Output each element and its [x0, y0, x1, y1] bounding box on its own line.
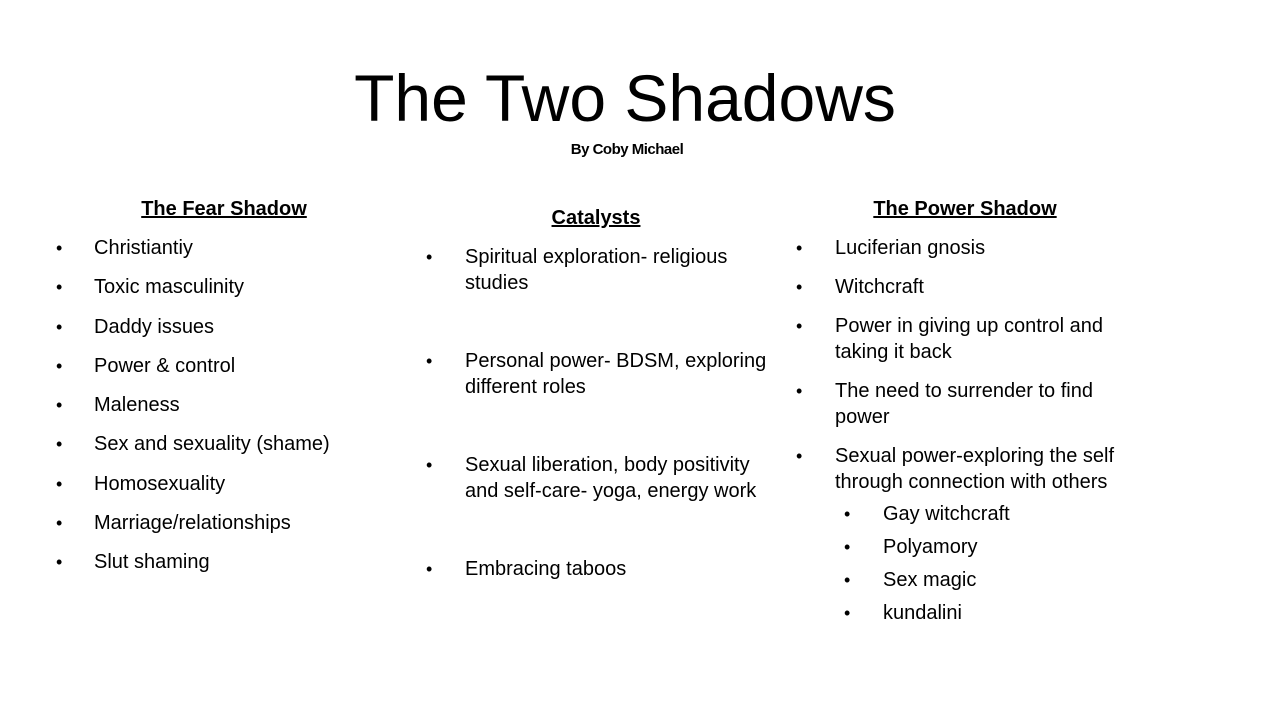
- bullet-icon: •: [56, 238, 63, 258]
- catalysts-list: [426, 244, 776, 582]
- sub-list-item-text: Sex magic: [883, 569, 977, 591]
- list-item: [426, 556, 776, 582]
- bullet-icon: •: [56, 434, 63, 455]
- list-item-text: Christiantiy: [94, 237, 193, 259]
- list-item-text: Spiritual exploration- religious studies: [465, 246, 728, 294]
- list-item: [56, 549, 396, 575]
- list-item: [426, 348, 776, 400]
- sub-list-item-text: Polyamory: [883, 536, 978, 558]
- sub-list-item: [796, 534, 1156, 560]
- bullet-icon: •: [796, 238, 803, 258]
- list-item: [56, 431, 396, 457]
- list-item-text: Luciferian gnosis: [835, 237, 986, 259]
- list-item-text: Sex and sexuality (shame): [94, 433, 330, 456]
- slide-title: The Two Shadows: [354, 61, 896, 135]
- bullet-icon: •: [844, 504, 851, 524]
- list-item-text: Personal power- BDSM, exploring different roles: [465, 350, 767, 398]
- bullet-icon: •: [426, 559, 433, 579]
- bullet-icon: •: [56, 513, 63, 534]
- bullet-icon: •: [796, 446, 803, 466]
- bullet-icon: •: [796, 277, 803, 297]
- bullet-icon: •: [796, 381, 803, 401]
- list-item: [796, 235, 1156, 261]
- fear-shadow-list: [56, 235, 396, 575]
- list-item: [56, 353, 396, 379]
- slide-subtitle: By Coby Michael: [570, 141, 684, 158]
- list-item: [56, 274, 396, 300]
- list-item-text: Sexual power-exploring the self through connection with others: [835, 445, 1115, 493]
- sub-list-item-text: kundalini: [883, 602, 962, 624]
- list-item: [426, 452, 776, 504]
- sub-list-item: [796, 567, 1156, 593]
- sub-list-item: [796, 600, 1156, 626]
- bullet-icon: •: [426, 351, 433, 371]
- fear-shadow-column: [56, 197, 396, 589]
- sub-list-item: [796, 501, 1156, 527]
- bullet-icon: •: [426, 455, 433, 475]
- power-shadow-heading: The Power Shadow: [873, 198, 1057, 220]
- power-shadow-list: [796, 235, 1156, 626]
- bullet-icon: •: [844, 570, 851, 590]
- list-item-text: Homosexuality: [94, 472, 226, 495]
- list-item: [56, 314, 396, 340]
- list-item-text: Daddy issues: [94, 315, 215, 338]
- list-item-text: Maleness: [94, 394, 180, 417]
- bullet-icon: •: [56, 473, 63, 494]
- bullet-icon: •: [844, 603, 851, 623]
- power-shadow-sublist: [796, 501, 1156, 626]
- list-item-text: Slut shaming: [94, 551, 210, 574]
- bullet-icon: •: [426, 247, 433, 267]
- catalysts-column: [426, 206, 776, 634]
- bullet-icon: •: [796, 316, 803, 336]
- bullet-icon: •: [56, 552, 63, 573]
- list-item-text: Marriage/relationships: [94, 512, 291, 535]
- list-item: [796, 443, 1156, 626]
- list-item: [56, 392, 396, 418]
- power-shadow-column: [796, 197, 1156, 639]
- list-item: [56, 510, 396, 536]
- list-item: [796, 274, 1156, 300]
- bullet-icon: •: [56, 277, 63, 298]
- list-item-text: Witchcraft: [835, 276, 924, 298]
- bullet-icon: •: [56, 355, 63, 376]
- catalysts-heading: Catalysts: [551, 207, 641, 229]
- list-item: [56, 235, 396, 261]
- list-item: [796, 313, 1156, 365]
- sub-list-item-text: Gay witchcraft: [883, 503, 1010, 525]
- bullet-icon: •: [56, 395, 63, 416]
- fear-shadow-heading: The Fear Shadow: [141, 198, 307, 220]
- bullet-icon: •: [56, 316, 63, 337]
- list-item-text: Embracing taboos: [465, 558, 627, 580]
- list-item-text: Toxic masculinity: [94, 276, 245, 299]
- list-item: [796, 378, 1156, 430]
- list-item-text: Power & control: [94, 354, 236, 377]
- list-item-text: Sexual liberation, body positivity and self-care- yoga, energy work: [465, 454, 757, 502]
- bullet-icon: •: [844, 537, 851, 557]
- list-item-text: The need to surrender to find power: [835, 380, 1093, 428]
- list-item-text: Power in giving up control and taking it back: [835, 315, 1103, 363]
- list-item: [426, 244, 776, 296]
- list-item: [56, 471, 396, 497]
